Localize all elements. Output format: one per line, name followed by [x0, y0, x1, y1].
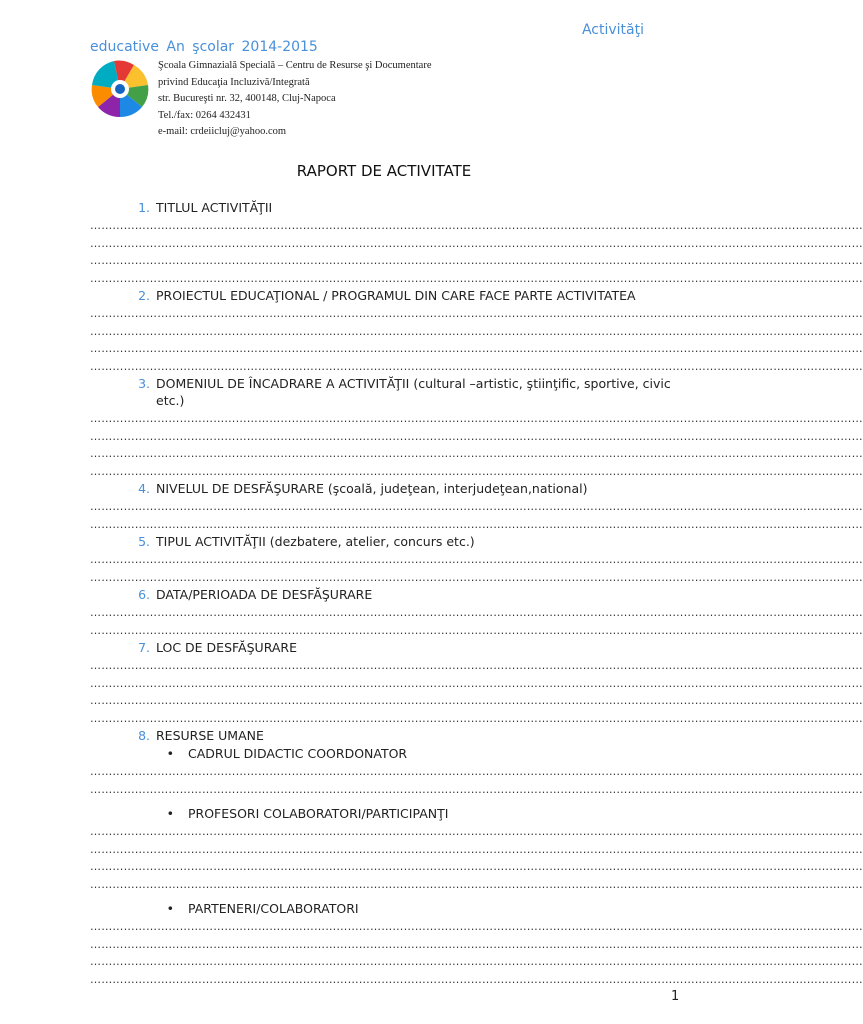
item-number: 6. — [138, 587, 150, 602]
answer-line[interactable]: ……………………………………………………………………………………………………………………………………………………………………………………… — [90, 307, 863, 320]
item-number: 2. — [138, 288, 150, 303]
subitem-label: PROFESORI COLABORATORI/PARTICIPANŢI — [188, 806, 449, 821]
answer-line[interactable]: ……………………………………………………………………………………………………………………………………………………………………………………… — [90, 782, 863, 796]
answer-line[interactable]: ……………………………………………………………………………………………………………………………………………………………………………………… — [90, 254, 863, 267]
report-item — [90, 287, 680, 304]
item-label: RESURSE UMANE — [156, 728, 264, 743]
answer-line[interactable]: ……………………………………………………………………………………………………………………………………………………………………………………… — [90, 937, 863, 951]
answer-line[interactable]: ……………………………………………………………………………………………………………………………………………………………………………………… — [90, 623, 863, 637]
institution-email: e-mail: crdeiicluj@yahoo.com — [158, 126, 287, 137]
answer-line[interactable]: ……………………………………………………………………………………………………………………………………………………………………………………… — [90, 877, 863, 891]
report-item — [90, 727, 680, 744]
report-form — [90, 199, 863, 988]
bullet-icon: • — [166, 746, 174, 761]
report-subitem — [90, 900, 680, 917]
bullet-icon: • — [166, 806, 174, 821]
institution-name: Şcoala Gimnazială Specială – Centru de Resurse şi Documentare — [158, 60, 432, 71]
item-label: TIPUL ACTIVITĂŢII (dezbatere, atelier, concurs etc.) — [156, 534, 475, 549]
answer-line[interactable]: ……………………………………………………………………………………………………………………………………………………………………………………… — [90, 412, 863, 425]
answer-line[interactable]: ……………………………………………………………………………………………………………………………………………………………………………………… — [90, 920, 863, 933]
header-right-text: Activităţi — [581, 22, 644, 38]
header-left-text: educative An şcolar 2014-2015 — [90, 39, 318, 55]
item-label: LOC DE DESFĂŞURARE — [156, 640, 298, 655]
answer-line[interactable]: ……………………………………………………………………………………………………………………………………………………………………………………… — [90, 342, 863, 355]
item-number: 1. — [138, 200, 150, 215]
report-title: RAPORT DE ACTIVITATE — [296, 162, 472, 180]
report-item — [90, 375, 680, 409]
institution-info — [158, 58, 432, 141]
school-logo-icon — [88, 58, 152, 120]
answer-line[interactable]: ……………………………………………………………………………………………………………………………………………………………………………………… — [90, 659, 863, 672]
item-number: 3. — [138, 376, 150, 391]
answer-line[interactable]: ……………………………………………………………………………………………………………………………………………………………………………………… — [90, 553, 863, 566]
item-label: NIVELUL DE DESFĂŞURARE (şcoală, judeţean, interjudeţean,national) — [156, 481, 588, 496]
page-number: 1 — [671, 989, 680, 1004]
answer-line[interactable]: ……………………………………………………………………………………………………………………………………………………………………………………… — [90, 606, 863, 619]
answer-line[interactable]: ……………………………………………………………………………………………………………………………………………………………………………………… — [90, 271, 863, 285]
answer-line[interactable]: ……………………………………………………………………………………………………………………………………………………………………………………… — [90, 517, 863, 531]
answer-line[interactable]: ……………………………………………………………………………………………………………………………………………………………………………………… — [90, 359, 863, 373]
answer-line[interactable]: ……………………………………………………………………………………………………………………………………………………………………………………… — [90, 324, 863, 338]
answer-line[interactable]: ……………………………………………………………………………………………………………………………………………………………………………………… — [90, 236, 863, 250]
answer-line[interactable]: ……………………………………………………………………………………………………………………………………………………………………………………… — [90, 972, 863, 986]
answer-line[interactable]: ……………………………………………………………………………………………………………………………………………………………………………………… — [90, 842, 863, 856]
answer-line[interactable]: ……………………………………………………………………………………………………………………………………………………………………………………… — [90, 500, 863, 513]
item-number: 8. — [138, 728, 150, 743]
report-subitem — [90, 805, 680, 822]
report-item — [90, 480, 680, 497]
item-number: 7. — [138, 640, 150, 655]
answer-line[interactable]: ……………………………………………………………………………………………………………………………………………………………………………………… — [90, 570, 863, 584]
answer-line[interactable]: ……………………………………………………………………………………………………………………………………………………………………………………… — [90, 464, 863, 478]
answer-line[interactable]: ……………………………………………………………………………………………………………………………………………………………………………………… — [90, 429, 863, 443]
item-number: 4. — [138, 481, 150, 496]
item-number: 5. — [138, 534, 150, 549]
answer-line[interactable]: ……………………………………………………………………………………………………………………………………………………………………………………… — [90, 219, 863, 232]
answer-line[interactable]: ……………………………………………………………………………………………………………………………………………………………………………………… — [90, 765, 863, 778]
institution-subtitle: privind Educaţia Incluzivă/Integrată — [158, 76, 310, 88]
answer-line[interactable]: ……………………………………………………………………………………………………………………………………………………………………………………… — [90, 955, 863, 968]
report-item — [90, 586, 680, 603]
institution-phone: Tel./fax: 0264 432431 — [158, 109, 251, 121]
answer-line[interactable]: ……………………………………………………………………………………………………………………………………………………………………………………… — [90, 447, 863, 460]
institution-address: str. Bucureşti nr. 32, 400148, Cluj-Napoca — [158, 93, 336, 104]
bullet-icon: • — [166, 901, 174, 916]
report-item — [90, 639, 680, 656]
answer-line[interactable]: ……………………………………………………………………………………………………………………………………………………………………………………… — [90, 860, 863, 873]
item-label: DATA/PERIOADA DE DESFĂŞURARE — [156, 587, 373, 602]
report-subitem — [90, 745, 680, 762]
subitem-label: CADRUL DIDACTIC COORDONATOR — [188, 746, 408, 761]
item-label: DOMENIUL DE ÎNCADRARE A ACTIVITĂŢII (cultural –artistic, ştiinţific, sportive, civic etc.) — [156, 376, 671, 408]
answer-line[interactable]: ……………………………………………………………………………………………………………………………………………………………………………………… — [90, 694, 863, 707]
answer-line[interactable]: ……………………………………………………………………………………………………………………………………………………………………………………… — [90, 711, 863, 725]
answer-line[interactable]: ……………………………………………………………………………………………………………………………………………………………………………………… — [90, 676, 863, 690]
report-item — [90, 199, 680, 216]
item-label: TITLUL ACTIVITĂŢII — [156, 200, 273, 215]
item-label: PROIECTUL EDUCAŢIONAL / PROGRAMUL DIN CARE FACE PARTE ACTIVITATEA — [156, 288, 636, 303]
answer-line[interactable]: ……………………………………………………………………………………………………………………………………………………………………………………… — [90, 825, 863, 838]
subitem-label: PARTENERI/COLABORATORI — [188, 901, 359, 916]
report-item — [90, 533, 680, 550]
